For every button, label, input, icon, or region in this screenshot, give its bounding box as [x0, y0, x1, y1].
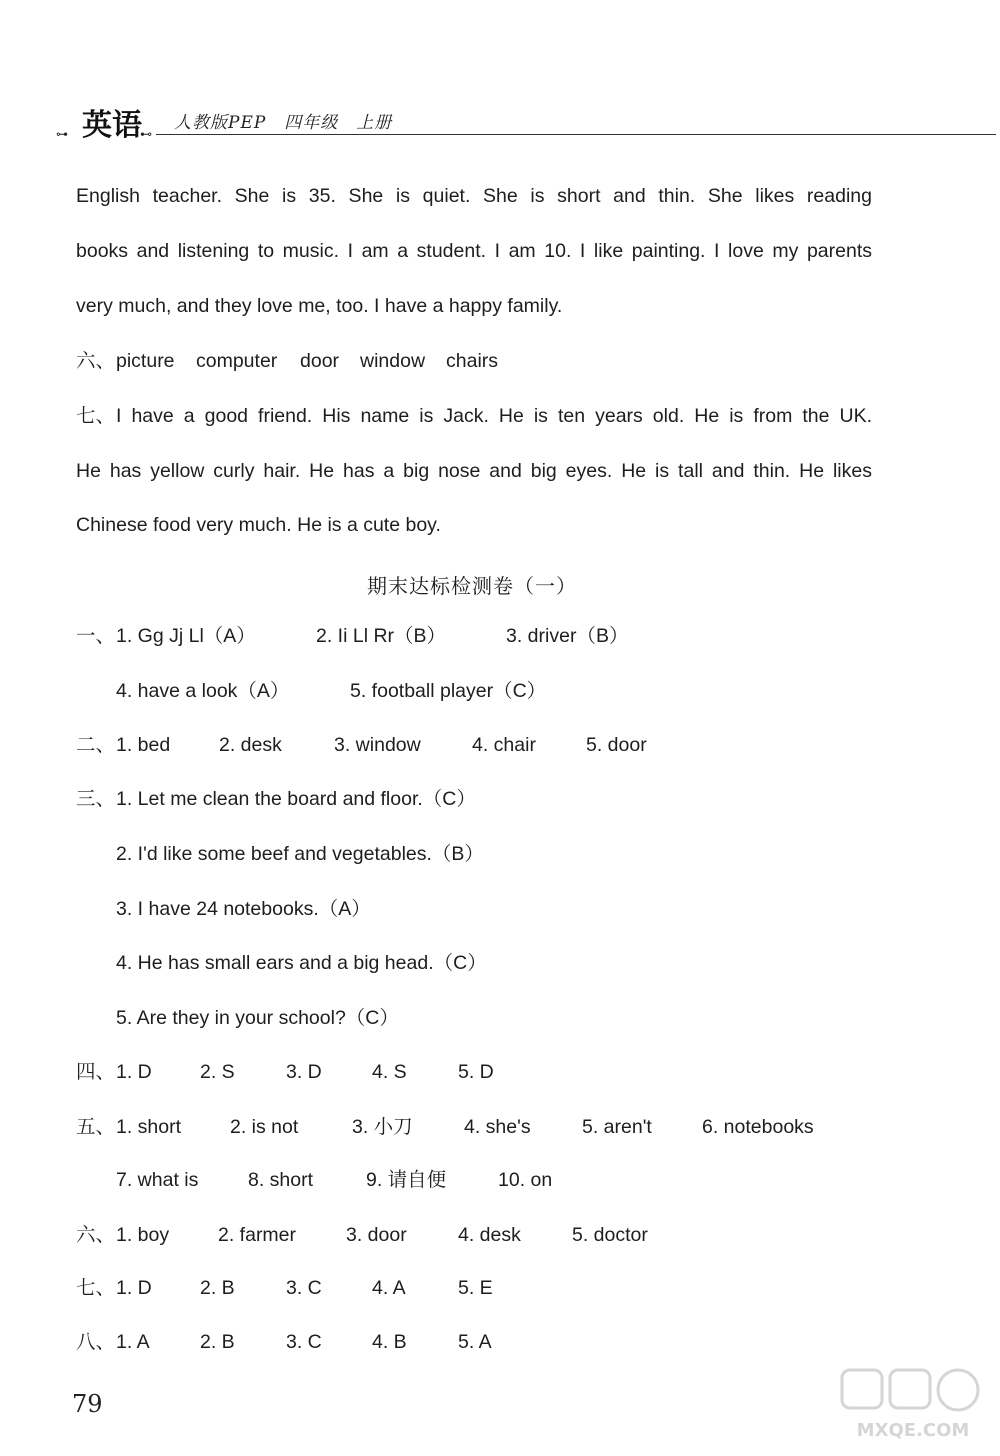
answer-item: 8. short	[248, 1169, 314, 1191]
q7-line-3: Chinese food very much. He is a cute boy.	[76, 514, 441, 536]
answer-item: 1. bed	[116, 734, 171, 756]
passage-line-1: English teacher. She is 35. She is quiet. She is short and thin. She likes reading	[76, 185, 872, 207]
page-number: 79	[72, 1390, 103, 1418]
answer-item: 4. she's	[464, 1116, 531, 1138]
answer-item: 2. is not	[230, 1116, 299, 1138]
section-number: 七、	[76, 1277, 116, 1299]
answer-item: 5. D	[458, 1061, 494, 1083]
section-title: 期末达标检测卷（一）	[367, 574, 577, 598]
ornament-right-icon: ⊷	[140, 127, 152, 141]
section-number: 五、	[76, 1116, 116, 1138]
answer-row-5b	[76, 1168, 876, 1192]
answer-row-4	[76, 1060, 876, 1084]
answer-item: 4. chair	[472, 734, 536, 756]
q7-number: 七、	[76, 405, 116, 427]
answer-item: 3. driver（B）	[506, 625, 629, 647]
answer-item: 2. desk	[219, 734, 282, 756]
watermark-logo-icon	[838, 1366, 988, 1446]
passage-line-3: very much, and they love me, too. I have a happy family.	[76, 295, 563, 317]
answer-item: 1. Let me clean the board and floor.（C）	[116, 788, 476, 810]
answer-item: 4. He has small ears and a big head.（C）	[116, 952, 487, 974]
answer-item: 3. C	[286, 1277, 322, 1299]
q6-word: door	[300, 350, 340, 372]
answer-item: 4. desk	[458, 1224, 521, 1246]
answer-item: 4. A	[372, 1277, 406, 1299]
answer-item: 2. I'd like some beef and vegetables.（B）	[116, 843, 484, 865]
answer-row-8	[76, 1330, 876, 1354]
answer-item: 5. Are they in your school?（C）	[116, 1007, 399, 1029]
answer-item: 3. C	[286, 1331, 322, 1353]
answer-item: 5. doctor	[572, 1224, 648, 1246]
answer-item: 5. door	[586, 734, 647, 756]
answer-row-1b	[76, 679, 876, 703]
answer-item: 1. Gg Jj Ll（A）	[116, 625, 256, 647]
answer-row-3d	[76, 951, 876, 975]
answer-item: 2. B	[200, 1277, 235, 1299]
answer-item: 5. aren't	[582, 1116, 652, 1138]
answer-item: 5. E	[458, 1277, 493, 1299]
answer-row-3	[76, 787, 876, 811]
answer-row-1	[76, 624, 876, 648]
answer-item: 1. D	[116, 1277, 152, 1299]
answer-row-3c	[76, 897, 876, 921]
answer-item: 7. what is	[116, 1169, 199, 1191]
answer-item: 2. B	[200, 1331, 235, 1353]
passage-line-2: books and listening to music. I am a student. I am 10. I like painting. I love my parents	[76, 240, 872, 262]
section-number: 六、	[76, 1224, 116, 1246]
subject-title: 英语	[82, 108, 142, 143]
answer-item: 4. S	[372, 1061, 407, 1083]
answer-item: 2. Ii Ll Rr（B）	[316, 625, 447, 647]
answer-item: 1. D	[116, 1061, 152, 1083]
answer-row-7	[76, 1276, 876, 1300]
answer-item: 3. 小刀	[352, 1116, 413, 1138]
section-number: 八、	[76, 1331, 116, 1353]
answer-item: 1. boy	[116, 1224, 170, 1246]
answer-row-2	[76, 733, 876, 757]
q7-row-1	[76, 404, 872, 428]
header-rule	[156, 134, 996, 135]
answer-item: 3. window	[334, 734, 421, 756]
answer-row-6	[76, 1223, 876, 1247]
q7-line-2: He has yellow curly hair. He has a big nose and big eyes. He is tall and thin. He likes	[76, 460, 872, 482]
q7-line-1: I have a good friend. His name is Jack. He is ten years old. He is from the UK.	[116, 405, 872, 427]
q6-number: 六、	[76, 350, 116, 372]
answer-item: 9. 请自便	[366, 1169, 447, 1191]
page-header	[56, 96, 996, 142]
answer-row-5	[76, 1115, 876, 1139]
q6-row	[76, 349, 776, 373]
edition-label: 人教版PEP 四年级 上册	[174, 113, 393, 133]
section-number: 二、	[76, 734, 116, 756]
answer-item: 6. notebooks	[702, 1116, 814, 1138]
answer-row-3e	[76, 1006, 876, 1030]
answer-item: 3. door	[346, 1224, 407, 1246]
q6-word: window	[360, 350, 426, 372]
answer-item: 1. short	[116, 1116, 182, 1138]
answer-item: 2. S	[200, 1061, 235, 1083]
answer-item: 5. A	[458, 1331, 492, 1353]
answer-item: 2. farmer	[218, 1224, 297, 1246]
answer-item: 3. I have 24 notebooks.（A）	[116, 898, 371, 920]
section-number: 四、	[76, 1061, 116, 1083]
section-number: 一、	[76, 625, 116, 647]
answer-item: 4. B	[372, 1331, 407, 1353]
q6-word: picture	[116, 350, 175, 372]
answer-item: 10. on	[498, 1169, 553, 1191]
answer-item: 3. D	[286, 1061, 322, 1083]
q6-word: computer	[196, 350, 278, 372]
answer-item: 5. football player（C）	[350, 680, 547, 702]
ornament-left-icon: ⊶	[56, 127, 68, 141]
answer-item: 1. A	[116, 1331, 150, 1353]
answer-row-3b	[76, 842, 876, 866]
q6-word: chairs	[446, 350, 499, 372]
section-number: 三、	[76, 788, 116, 810]
watermark-text: MXQE.COM	[856, 1420, 970, 1441]
answer-item: 4. have a look（A）	[116, 680, 290, 702]
